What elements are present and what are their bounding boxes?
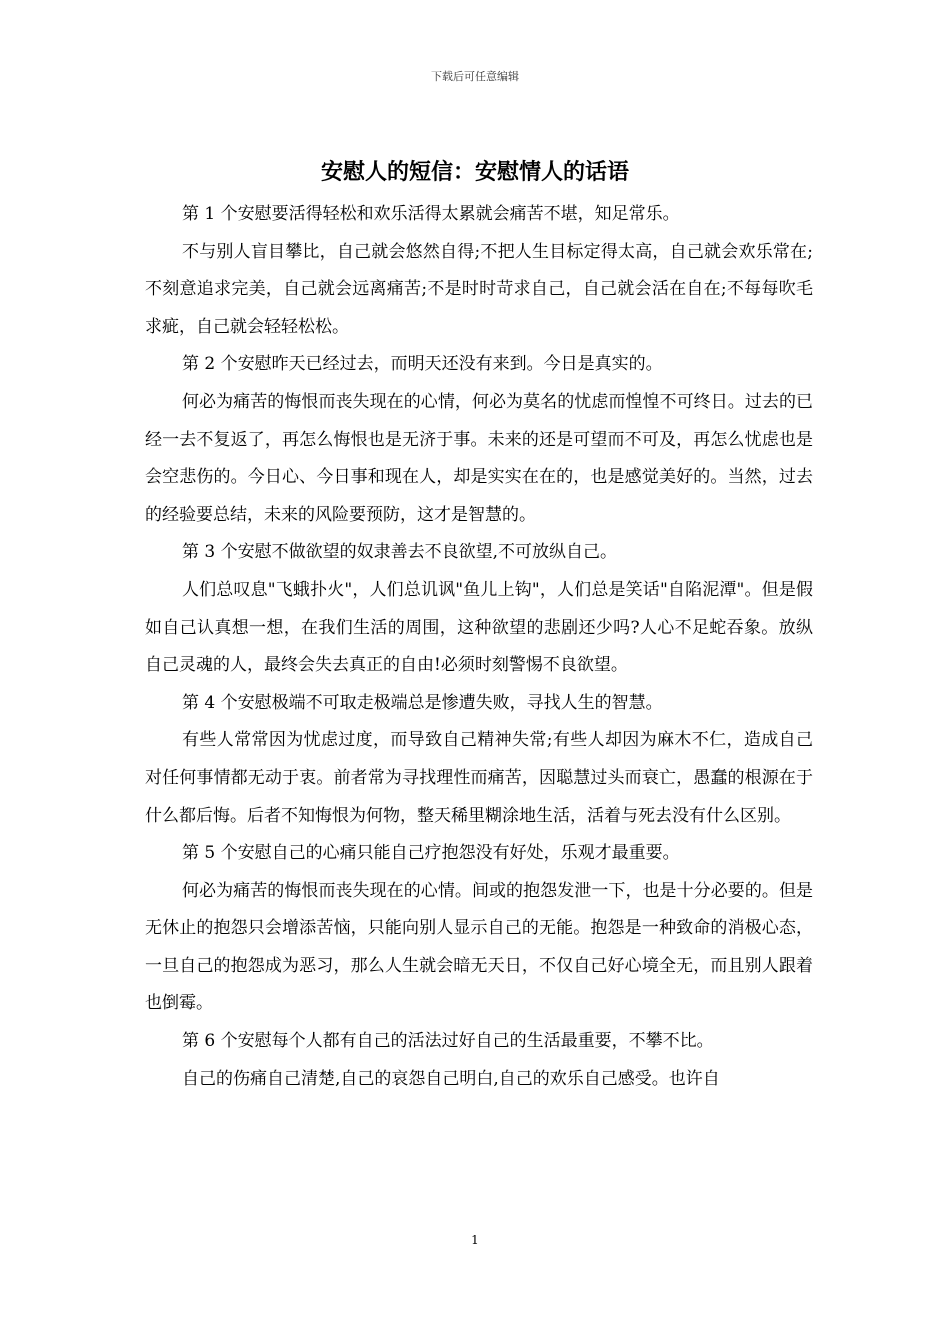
paragraph: 自己的伤痛自己清楚,自己的哀怨自己明白,自己的欢乐自己感受。也许自	[182, 1068, 720, 1089]
paragraph: 第 3 个安慰不做欲望的奴隶善去不良欲望,不可放纵自己。	[182, 542, 618, 563]
paragraph: 有些人常常因为忧虑过度，而导致自己精神失常;有些人却因为麻木不仁，造成自己对任何事情都无动于衷。前者常为寻找理性而痛苦，因聪慧过头而衰亡，愚蠢的根源在于什么都后悔。后者不知悔恨为何物，整天稀里糊涂地生活，活着与死去没有什么区别。	[145, 730, 813, 826]
paragraph: 何必为痛苦的悔恨而丧失现在的心情。间或的抱怨发泄一下，也是十分必要的。但是无休止的抱怨只会增添苦恼，只能向别人显示自己的无能。抱怨是一种致命的消极心态，一旦自己的抱怨成为恶习，那么人生就会暗无天日，不仅自己好心境全无，而且别人跟着也倒霉。	[145, 880, 813, 1014]
header-note: 下载后可任意编辑	[431, 70, 519, 83]
paragraph: 人们总叹息"飞蛾扑火"，人们总讥讽"鱼儿上钩"，人们总是笑话"自陷泥潭"。但是假如自己认真想一想，在我们生活的周围，这种欲望的悲剧还少吗?人心不足蛇吞象。放纵自己灵魂的人，最终会失去真正的自由!必须时刻警惕不良欲望。	[145, 579, 813, 676]
paragraph: 第 2 个安慰昨天已经过去，而明天还没有来到。今日是真实的。	[182, 354, 663, 375]
paragraph: 第 6 个安慰每个人都有自己的活法过好自己的生活最重要，不攀不比。	[182, 1031, 714, 1052]
paragraph: 何必为痛苦的悔恨而丧失现在的心情，何必为莫名的忧虑而惶惶不可终日。过去的已经一去不复返了，再怎么悔恨也是无济于事。未来的还是可望而不可及，再怎么忧虑也是会空悲伤的。今日心、今日事和现在人，却是实实在在的，也是感觉美好的。当然，过去的经验要总结，未来的风险要预防，这才是智慧的。	[145, 391, 813, 525]
document-title: 安慰人的短信：安慰情人的话语	[320, 160, 629, 185]
paragraph: 第 1 个安慰要活得轻松和欢乐活得太累就会痛苦不堪，知足常乐。	[182, 204, 680, 224]
paragraph: 第 5 个安慰自己的心痛只能自己疗抱怨没有好处，乐观才最重要。	[182, 843, 680, 864]
page-number: 1	[471, 1233, 479, 1247]
document-body	[145, 196, 813, 1098]
paragraph: 第 4 个安慰极端不可取走极端总是惨遭失败，寻找人生的智慧。	[182, 692, 663, 713]
paragraph: 不与别人盲目攀比，自己就会悠然自得;不把人生目标定得太高，自己就会欢乐常在;不刻意追求完美，自己就会远离痛苦;不是时时苛求自己，自己就会活在自在;不每每吹毛求疵，自己就会轻轻松松。	[145, 241, 813, 337]
